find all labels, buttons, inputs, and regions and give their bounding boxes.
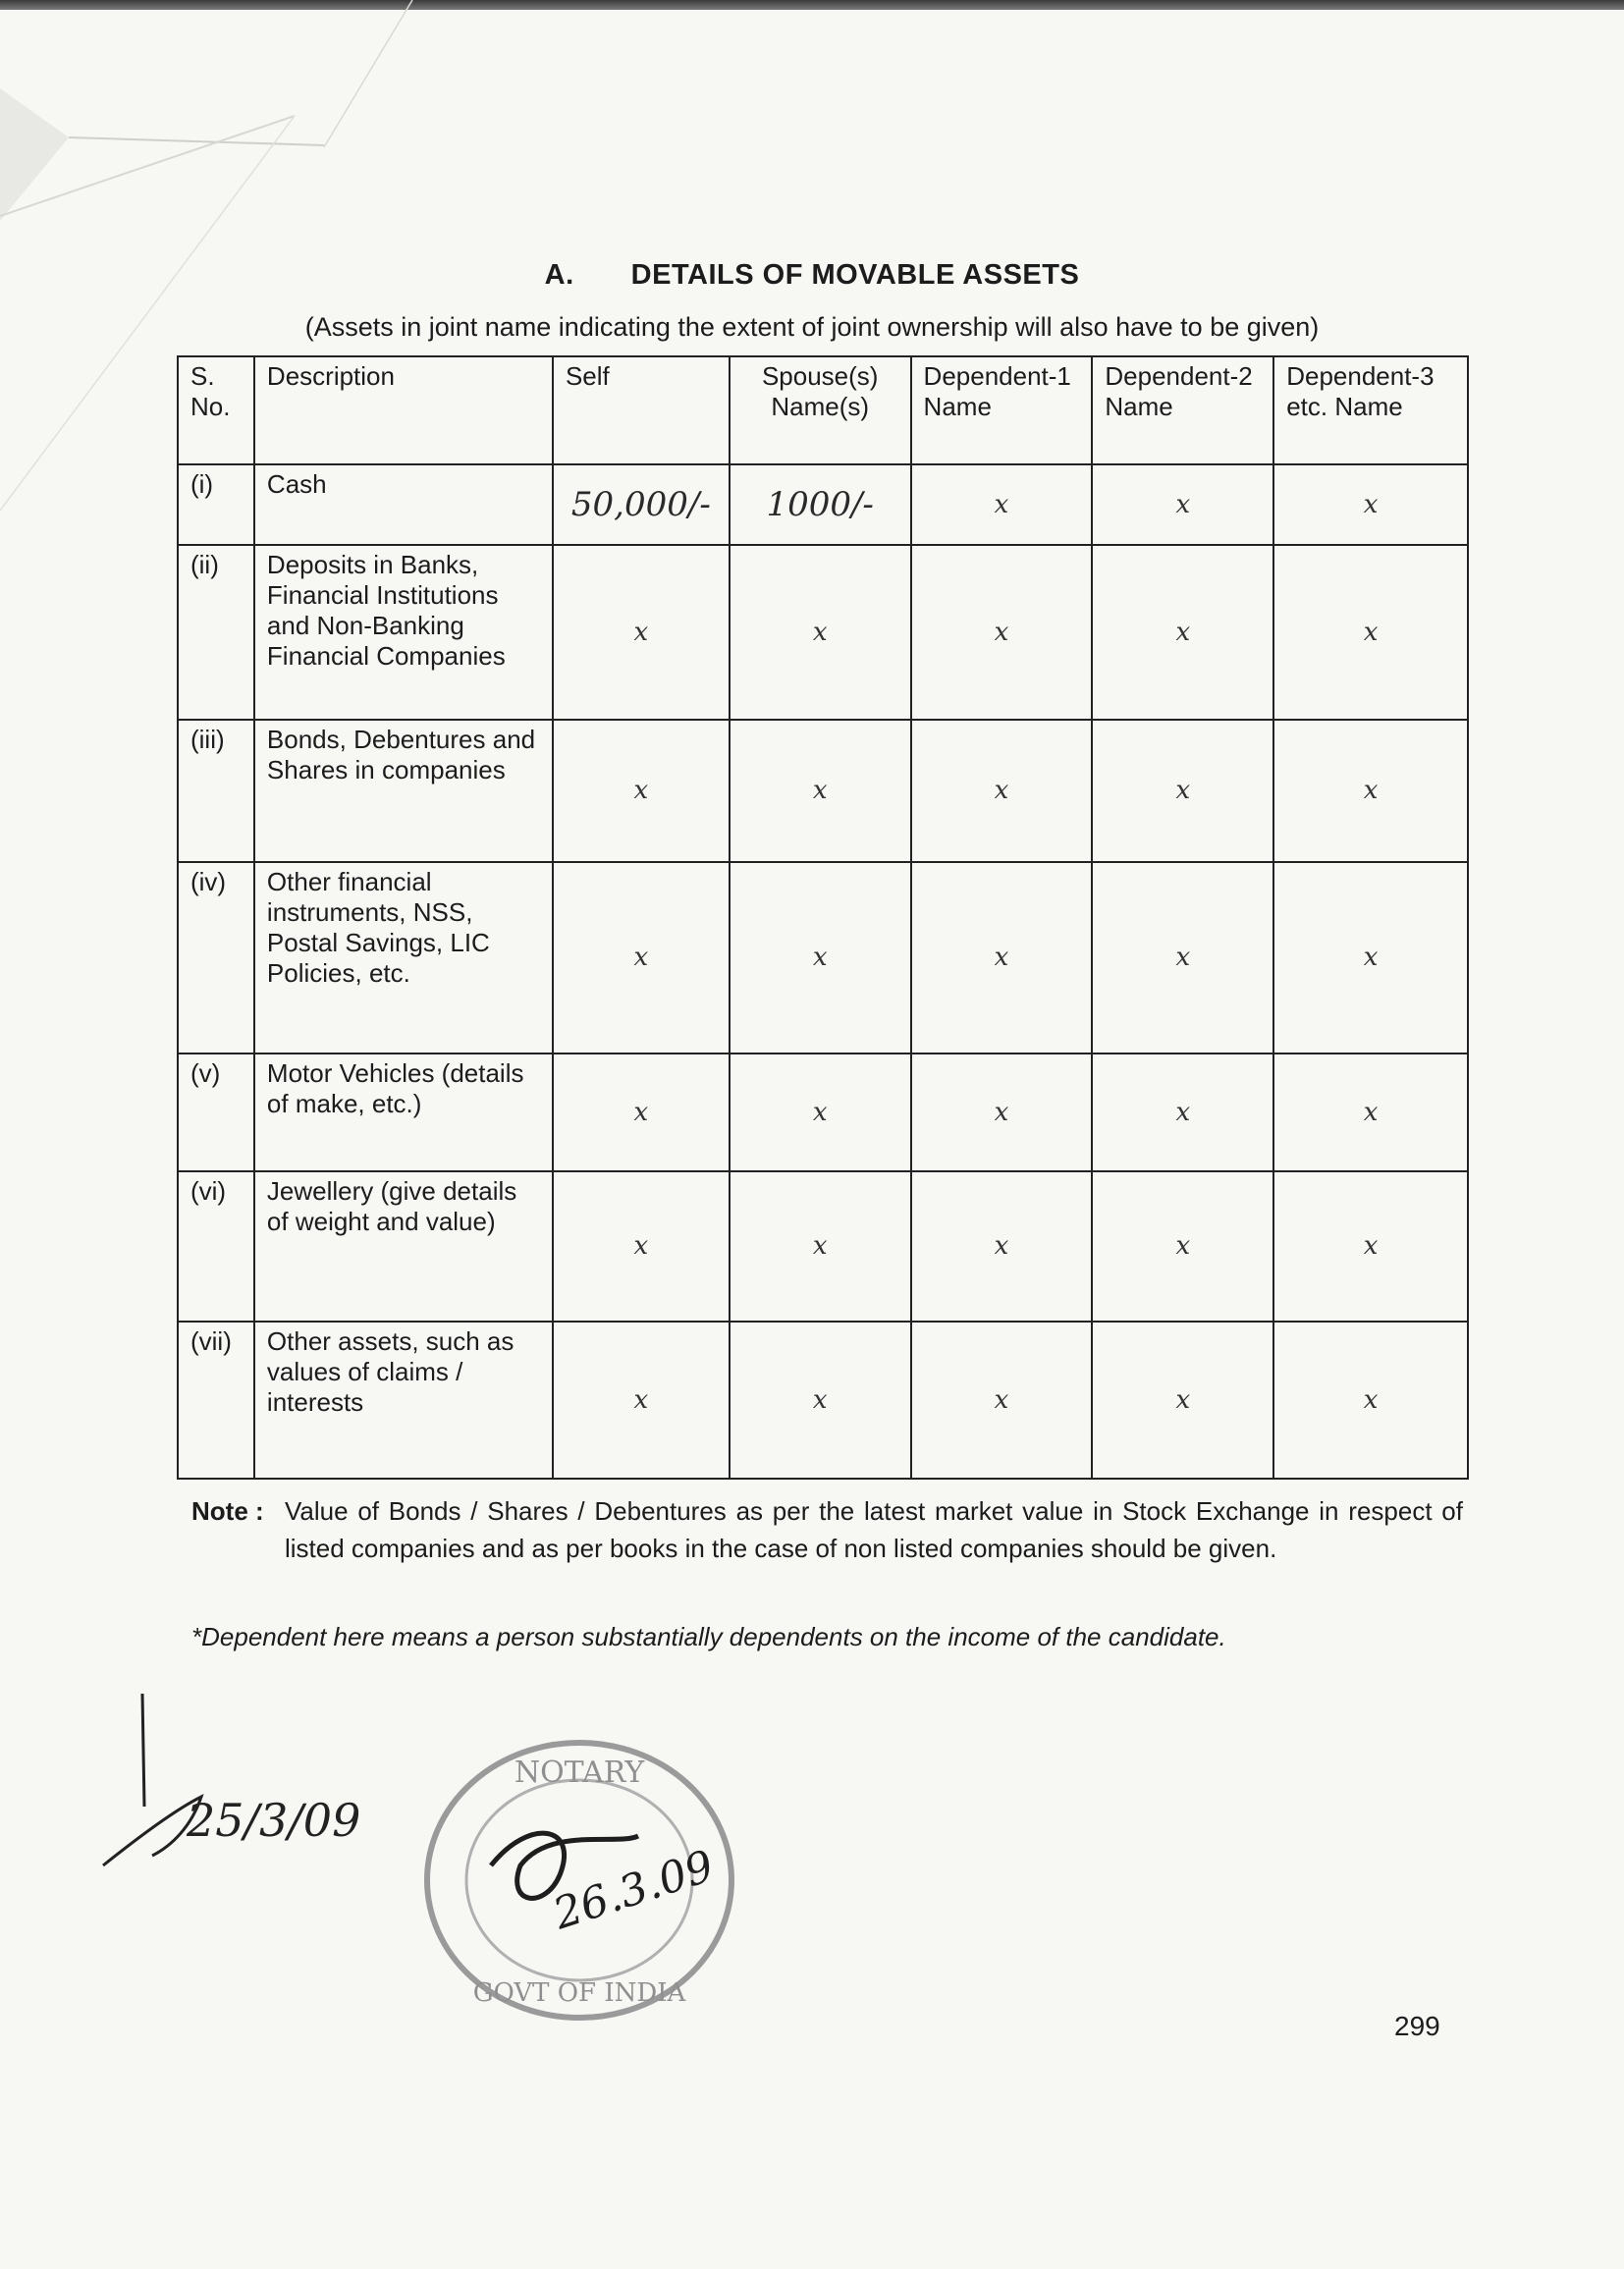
cell-spouse [730, 1171, 911, 1322]
cross-mark: x [633, 617, 649, 647]
cell-dependent-3 [1273, 1053, 1468, 1171]
table-header-row [178, 356, 1468, 464]
section-letter: A. [544, 259, 574, 291]
cell-dependent-1 [911, 545, 1093, 720]
cell-dependent-1 [911, 464, 1093, 545]
cross-mark: x [1175, 776, 1191, 805]
cell-self [553, 1322, 730, 1479]
cell-self [553, 464, 730, 545]
cell-self [553, 1053, 730, 1171]
cross-mark: x [633, 1231, 649, 1261]
table-row [178, 720, 1468, 862]
row-sno: (ii) [178, 545, 254, 720]
cell-dependent-2 [1092, 1171, 1273, 1322]
row-description: Other assets, such as values of claims / interests [254, 1322, 553, 1479]
cell-dependent-2 [1092, 720, 1273, 862]
cross-mark: x [994, 617, 1009, 647]
cell-dependent-1 [911, 1322, 1093, 1479]
cross-mark: x [633, 1097, 649, 1127]
row-sno: (vi) [178, 1171, 254, 1322]
notary-stamp-date: 26.3.09 [547, 1841, 721, 1940]
cross-mark: x [812, 617, 828, 647]
cell-spouse [730, 464, 911, 545]
cross-mark: x [994, 1231, 1009, 1261]
row-description: Deposits in Banks, Financial Institutions and Non-Banking Financial Companies [254, 545, 553, 720]
cell-spouse [730, 545, 911, 720]
cross-mark: x [812, 1097, 828, 1127]
section-heading [0, 259, 1624, 292]
handwritten-value: 50,000/- [570, 484, 711, 524]
cell-self [553, 862, 730, 1053]
cell-self [553, 720, 730, 862]
cell-self [553, 545, 730, 720]
cross-mark: x [1175, 489, 1191, 519]
cross-mark: x [1363, 1384, 1379, 1415]
cross-mark: x [994, 1384, 1009, 1415]
cell-dependent-3 [1273, 720, 1468, 862]
header-dependent-2: Dependent-2 Name [1092, 356, 1273, 464]
cell-spouse [730, 1053, 911, 1171]
cross-mark: x [1363, 617, 1379, 647]
section-subtitle: (Assets in joint name indicating the extent of joint ownership will also have to be given) [304, 312, 1320, 342]
cross-mark: x [994, 489, 1009, 519]
cross-mark: x [1175, 943, 1191, 972]
header-self: Self [553, 356, 730, 464]
cross-mark: x [994, 776, 1009, 805]
table-row [178, 464, 1468, 545]
cross-mark: x [812, 943, 828, 972]
cross-mark: x [633, 1384, 649, 1415]
seal-top-text: NOTARY [514, 1756, 645, 1790]
cell-dependent-3 [1273, 545, 1468, 720]
row-description: Cash [254, 464, 553, 545]
cell-spouse [730, 1322, 911, 1479]
table-row [178, 1322, 1468, 1479]
table-row [178, 862, 1468, 1053]
page-number: 299 [1394, 2011, 1440, 2041]
row-sno: (vii) [178, 1322, 254, 1479]
signature-date: 25/3/09 [187, 1794, 361, 1847]
cross-mark: x [1175, 617, 1191, 647]
cross-mark: x [812, 1231, 828, 1261]
notary-seal [412, 1728, 776, 2023]
cross-mark: x [1363, 1231, 1379, 1261]
table-row [178, 545, 1468, 720]
header-dependent-1: Dependent-1 Name [911, 356, 1093, 464]
table-row [178, 1171, 1468, 1322]
cross-mark: x [812, 1384, 828, 1415]
cell-dependent-2 [1092, 1322, 1273, 1479]
cell-spouse [730, 862, 911, 1053]
header-description: Description [254, 356, 553, 464]
row-description: Other financial instruments, NSS, Postal Savings, LIC Policies, etc. [254, 862, 553, 1053]
cross-mark: x [1175, 1384, 1191, 1415]
cell-dependent-2 [1092, 464, 1273, 545]
cross-mark: x [633, 943, 649, 972]
header-spouse: Spouse(s) Name(s) [730, 356, 911, 464]
cross-mark: x [812, 776, 828, 805]
row-sno: (iii) [178, 720, 254, 862]
cross-mark: x [633, 776, 649, 805]
cell-dependent-1 [911, 862, 1093, 1053]
cell-dependent-1 [911, 1171, 1093, 1322]
cross-mark: x [1363, 776, 1379, 805]
row-description: Bonds, Debentures and Shares in companies [254, 720, 553, 862]
row-description: Jewellery (give details of weight and value) [254, 1171, 553, 1322]
cell-dependent-3 [1273, 1322, 1468, 1479]
row-sno: (iv) [178, 862, 254, 1053]
cross-mark: x [994, 1097, 1009, 1127]
cross-mark: x [1363, 489, 1379, 519]
row-description: Motor Vehicles (details of make, etc.) [254, 1053, 553, 1171]
cell-dependent-2 [1092, 862, 1273, 1053]
cross-mark: x [1363, 1097, 1379, 1127]
cell-self [553, 1171, 730, 1322]
candidate-signature [93, 1689, 398, 1905]
note-label: Note : [191, 1496, 264, 1526]
cross-mark: x [1175, 1097, 1191, 1127]
handwritten-value: 1000/- [766, 484, 874, 524]
cell-dependent-3 [1273, 1171, 1468, 1322]
cell-dependent-2 [1092, 545, 1273, 720]
cell-dependent-1 [911, 1053, 1093, 1171]
cell-dependent-1 [911, 720, 1093, 862]
table-row [178, 1053, 1468, 1171]
row-sno: (v) [178, 1053, 254, 1171]
movable-assets-table [177, 355, 1469, 1480]
header-dependent-3: Dependent-3 etc. Name [1273, 356, 1468, 464]
cross-mark: x [994, 943, 1009, 972]
cross-mark: x [1363, 943, 1379, 972]
cell-dependent-3 [1273, 862, 1468, 1053]
note-text: Value of Bonds / Shares / Debentures as per the latest market value in Stock Exchange in respect of listed companies and as per books in the case of non listed companies should be given. [285, 1496, 1463, 1563]
header-sno: S. No. [178, 356, 254, 464]
cell-dependent-3 [1273, 464, 1468, 545]
section-title: DETAILS OF MOVABLE ASSETS [630, 259, 1080, 291]
cell-spouse [730, 720, 911, 862]
cross-mark: x [1175, 1231, 1191, 1261]
cell-dependent-2 [1092, 1053, 1273, 1171]
row-sno: (i) [178, 464, 254, 545]
seal-bottom-text: GOVT OF INDIA [472, 1978, 686, 2008]
dependent-definition: *Dependent here means a person substantially dependents on the income of the candidate. [191, 1622, 1226, 1651]
